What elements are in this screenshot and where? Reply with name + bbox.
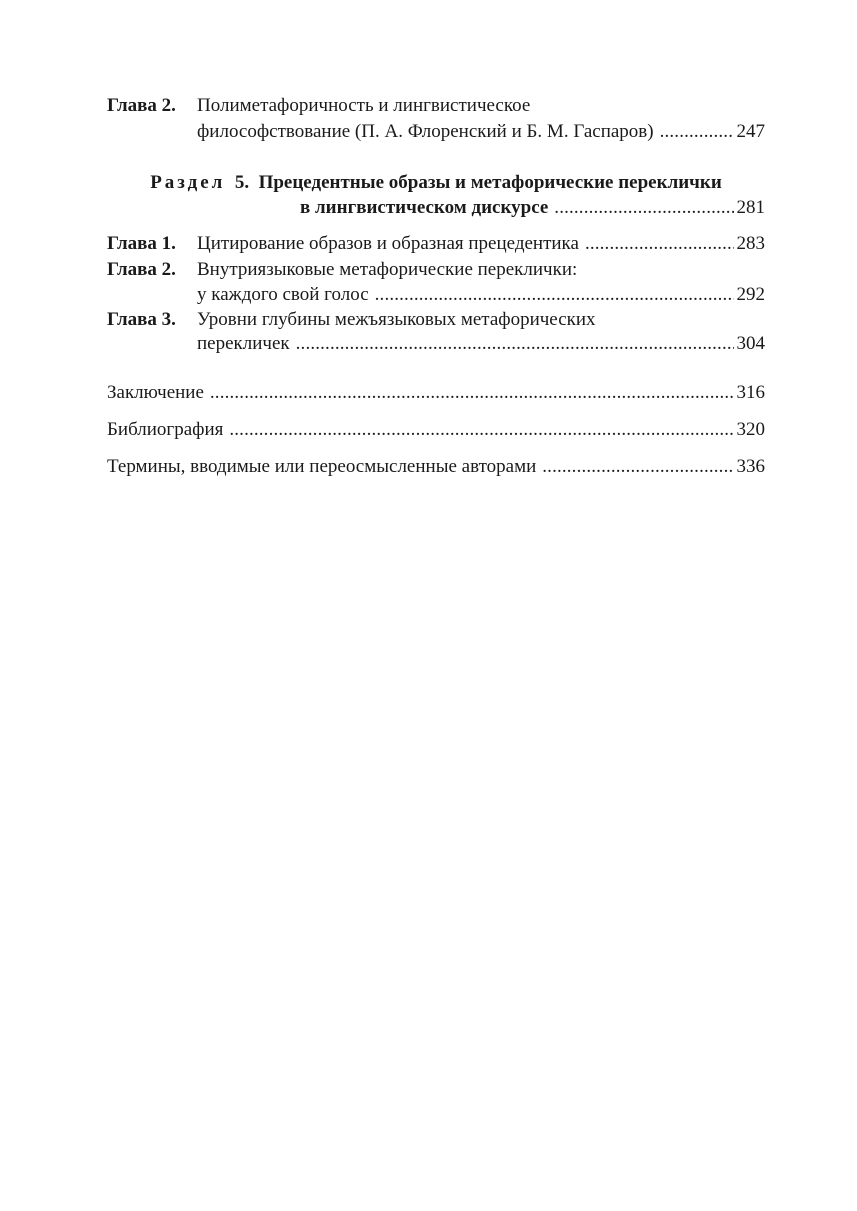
section-title-line-2-wrap [300,196,765,220]
dot-leader [210,381,734,405]
chapter-title-line-2 [197,332,765,356]
dot-leader [554,196,733,220]
page-number: 304 [736,333,765,354]
section-title-line-1: Прецедентные образы и метафорические переклички [258,172,722,193]
dot-leader [542,455,733,479]
page-number: 320 [736,419,765,440]
chapter-title-continued: перекличек [197,333,290,354]
dot-leader [660,120,734,144]
dot-leader [585,232,734,256]
dot-leader [375,283,734,307]
chapter-label: Глава 1. [107,233,176,254]
toc-entry-chapter-3-cont [107,332,765,356]
page-number: 292 [736,284,765,305]
bibliography-title: Библиография [107,419,224,440]
page-number: 247 [736,121,765,142]
page-number: 283 [736,233,765,254]
chapter-title-line-2 [197,283,765,307]
chapter-title-line-2 [197,120,765,144]
chapter-title-continued: философствование (П. А. Флоренский и Б. М. Гаспаров) [197,121,654,142]
dot-leader [229,418,733,442]
toc-entry-terms [107,455,765,479]
chapter-title: Цитирование образов и образная прецедентика [197,233,579,254]
section-5-title [107,171,765,195]
toc-entry-conclusion [107,381,765,405]
conclusion-line [107,381,765,405]
toc-entry-chapter-2-prev-cont [107,120,765,144]
page-number: 281 [736,197,765,218]
chapter-title-line-1 [197,308,765,332]
chapter-title-line-1 [197,232,765,256]
toc-entry-chapter-3 [107,308,765,332]
section-prefix: Раздел [150,172,226,193]
terms-title: Термины, вводимые или переосмысленные авторами [107,456,537,477]
section-title-line-2: в лингвистическом дискурсе [300,197,549,218]
chapter-title-line-1 [197,94,765,118]
chapter-label: Глава 2. [107,259,176,280]
dot-leader [296,332,734,356]
chapter-label: Глава 2. [107,95,176,116]
chapter-title-continued: у каждого свой голос [197,284,369,305]
section-5-title-cont [107,196,765,220]
terms-line [107,455,765,479]
chapter-title: Уровни глубины межъязыковых метафорических [197,309,596,330]
chapter-label: Глава 3. [107,309,176,330]
toc-entry-chapter-2-prev [107,94,765,118]
toc-entry-chapter-2 [107,258,765,282]
toc-entry-bibliography [107,418,765,442]
toc-entry-chapter-1 [107,232,765,256]
section-number: 5. [234,172,250,193]
conclusion-title: Заключение [107,382,204,403]
toc-entry-chapter-2-cont [107,283,765,307]
page-number: 336 [736,456,765,477]
chapter-title-line-1 [197,258,765,282]
chapter-title: Внутриязыковые метафорические переклички: [197,259,578,280]
page-number: 316 [736,382,765,403]
chapter-title: Полиметафоричность и лингвистическое [197,95,531,116]
bibliography-line [107,418,765,442]
